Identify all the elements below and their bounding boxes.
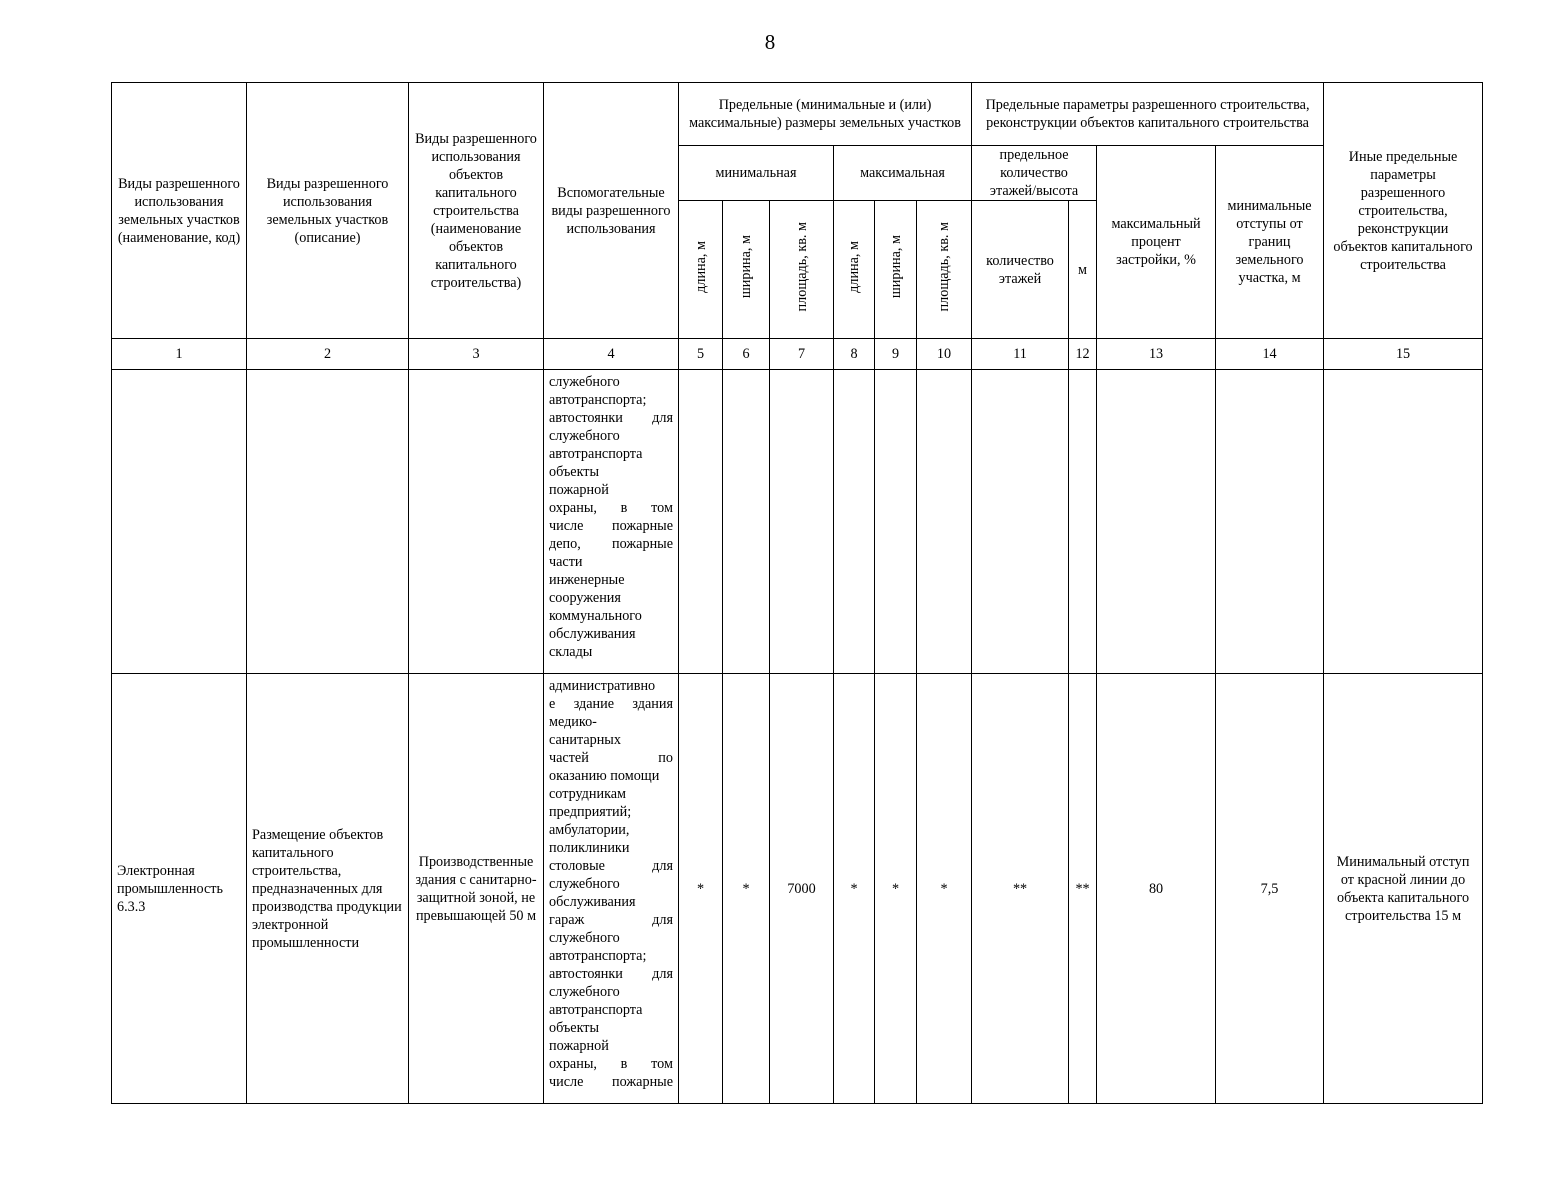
max-coverage-cell: 80 [1097, 674, 1216, 1104]
column-number: 5 [679, 339, 723, 370]
land-use-description-cell: Размещение объектов капитального строительства, предназначенных для производства продукции электронной промышленности [247, 674, 409, 1104]
height-cell: ** [1069, 674, 1097, 1104]
column-number: 11 [972, 339, 1069, 370]
min-width-cell: * [723, 674, 770, 1104]
column-number: 13 [1097, 339, 1216, 370]
header-maximum: максимальная [834, 146, 972, 201]
header-max-width: ширина, м [875, 201, 917, 339]
table-row [112, 370, 1483, 674]
auxiliary-uses-cell: административно е здание здания медико- санитарных частей по оказанию помощи сотрудникам предприятий; амбулатории, поликлиники столовые для служебного обслуживания гараж для служебного автотранспорта; автостоянки для служебного автотранспорта объекты пожарной охраны, в том числе пожарные [544, 674, 679, 1104]
column-number: 3 [409, 339, 544, 370]
column-number: 14 [1216, 339, 1324, 370]
header-land-use-code: Виды разрешенного использования земельных участков (наименование, код) [112, 83, 247, 339]
column-number-row [112, 339, 1483, 370]
column-number: 15 [1324, 339, 1483, 370]
header-minimum: минимальная [679, 146, 834, 201]
auxiliary-uses-cell: служебного автотранспорта; автостоянки для служебного автотранспорта объекты пожарной охраны, в том числе пожарные депо, пожарные части инженерные сооружения коммунального обслуживания склады [544, 370, 679, 674]
header-floor-count: количество этажей [972, 201, 1069, 339]
column-number: 9 [875, 339, 917, 370]
max-length-cell: * [834, 674, 875, 1104]
column-number: 7 [770, 339, 834, 370]
header-other-parameters: Иные предельные параметры разрешенного строительства, реконструкции объектов капитального строительства [1324, 83, 1483, 339]
building-use-cell: Производственные здания с санитарно-защитной зоной, не превышающей 50 м [409, 674, 544, 1104]
header-min-width: ширина, м [723, 201, 770, 339]
column-number: 12 [1069, 339, 1097, 370]
header-max-coverage-percent: максимальный процент застройки, % [1097, 146, 1216, 339]
min-setback-cell: 7,5 [1216, 674, 1324, 1104]
header-plot-size-limits: Предельные (минимальные и (или) максимальные) размеры земельных участков [679, 83, 972, 146]
header-max-length: длина, м [834, 201, 875, 339]
max-area-cell: * [917, 674, 972, 1104]
page-number: 8 [764, 30, 776, 54]
min-length-cell: * [679, 674, 723, 1104]
column-number: 8 [834, 339, 875, 370]
header-min-setbacks: минимальные отступы от границ земельного участка, м [1216, 146, 1324, 339]
header-auxiliary-use: Вспомогательные виды разрешенного использования [544, 83, 679, 339]
header-land-use-description: Виды разрешенного использования земельных участков (описание) [247, 83, 409, 339]
column-number: 10 [917, 339, 972, 370]
table-row [112, 674, 1483, 1104]
header-min-length: длина, м [679, 201, 723, 339]
max-width-cell: * [875, 674, 917, 1104]
header-height-m: м [1069, 201, 1097, 339]
floor-count-cell: ** [972, 674, 1069, 1104]
header-max-area: площадь, кв. м [917, 201, 972, 339]
column-number: 2 [247, 339, 409, 370]
land-use-code-cell: Электронная промышленность 6.3.3 [112, 674, 247, 1104]
header-min-area: площадь, кв. м [770, 201, 834, 339]
header-construction-parameters: Предельные параметры разрешенного строительства, реконструкции объектов капитального строительства [972, 83, 1324, 146]
header-floors-height: предельное количество этажей/высота [972, 146, 1097, 201]
column-number: 4 [544, 339, 679, 370]
column-number: 1 [112, 339, 247, 370]
header-building-use: Виды разрешенного использования объектов капитального строительства (наименование объектов капитального строительства) [409, 83, 544, 339]
zoning-parameters-table [111, 82, 1483, 1104]
column-number: 6 [723, 339, 770, 370]
other-parameters-cell: Минимальный отступ от красной линии до объекта капитального строительства 15 м [1324, 674, 1483, 1104]
min-area-cell: 7000 [770, 674, 834, 1104]
